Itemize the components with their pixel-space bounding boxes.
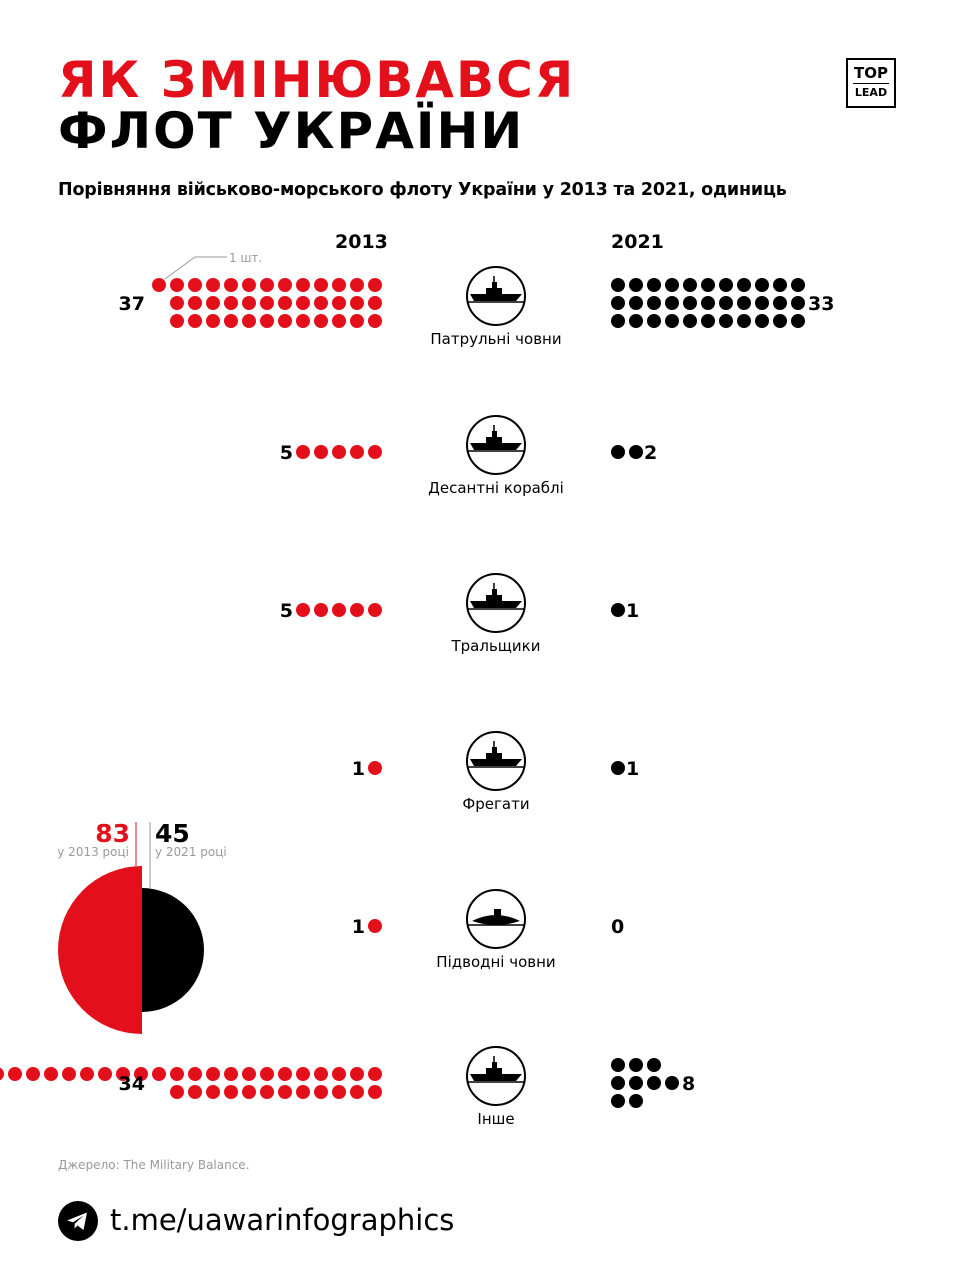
- dot-2013-1-0: [368, 445, 382, 459]
- dot-2021-0-20: [773, 296, 787, 310]
- dot-2013-5-6: [260, 1067, 274, 1081]
- dot-2013-2-1: [350, 603, 364, 617]
- logo-text-lead: LEAD: [854, 86, 888, 99]
- dot-2021-5-5: [647, 1076, 661, 1090]
- dot-2013-0-23: [170, 296, 184, 310]
- icon-hull-5: [470, 1074, 522, 1081]
- dot-2021-0-15: [683, 296, 697, 310]
- category-label-2: Тральщики: [451, 637, 541, 655]
- dot-2021-0-32: [791, 314, 805, 328]
- dot-2013-0-30: [260, 314, 274, 328]
- dot-2013-0-32: [224, 314, 238, 328]
- dot-2013-0-24: [368, 314, 382, 328]
- dot-2021-0-4: [683, 278, 697, 292]
- title-line-1: ЯК ЗМІНЮВАВСЯ: [58, 51, 576, 109]
- dot-2013-5-x5: [62, 1067, 76, 1081]
- dot-2013-0-2: [332, 278, 346, 292]
- dot-2021-5-6: [665, 1076, 679, 1090]
- dot-2013-5-21: [206, 1085, 220, 1099]
- column-header-2021: 2021: [611, 231, 664, 253]
- category-label-4: Підводні човни: [436, 953, 556, 971]
- dot-2021-0-3: [665, 278, 679, 292]
- dot-2013-5-7: [242, 1067, 256, 1081]
- dot-2013-1-2: [332, 445, 346, 459]
- dot-2013-2-0: [368, 603, 382, 617]
- dot-2021-0-27: [701, 314, 715, 328]
- dot-2013-5-13: [350, 1085, 364, 1099]
- dot-2013-5-17: [278, 1085, 292, 1099]
- dot-2013-0-5: [278, 278, 292, 292]
- dot-2013-2-3: [314, 603, 328, 617]
- dot-2013-0-15: [314, 296, 328, 310]
- dot-2021-0-2: [647, 278, 661, 292]
- dot-2021-5-8: [629, 1094, 643, 1108]
- icon-bridge-2: [492, 589, 497, 595]
- pie-value-2013: 83: [95, 819, 130, 848]
- dot-2013-0-18: [260, 296, 274, 310]
- icon-hull-3: [470, 759, 522, 766]
- icon-deck-0: [486, 288, 502, 294]
- icon-deck-2: [486, 595, 502, 601]
- dot-2013-5-x4: [80, 1067, 94, 1081]
- dot-2013-1-4: [296, 445, 310, 459]
- icon-bridge-0: [492, 282, 497, 288]
- value-2013-4: 1: [351, 916, 365, 938]
- dot-2013-0-26: [332, 314, 346, 328]
- pie-label-2021: у 2021 році: [155, 845, 227, 859]
- dot-2013-0-16: [296, 296, 310, 310]
- dot-2021-0-22: [611, 314, 625, 328]
- dot-2013-0-0: [368, 278, 382, 292]
- dot-2021-0-29: [737, 314, 751, 328]
- value-2013-1: 5: [279, 442, 293, 464]
- dot-2013-5-3: [314, 1067, 328, 1081]
- dot-2013-5-x8: [8, 1067, 22, 1081]
- value-2021-1: 2: [644, 442, 658, 464]
- category-label-5: Інше: [477, 1110, 515, 1128]
- dot-2013-2-4: [296, 603, 310, 617]
- dot-2013-0-35: [170, 314, 184, 328]
- dot-2021-0-31: [773, 314, 787, 328]
- dot-2021-0-11: [611, 296, 625, 310]
- dot-2021-2-0: [611, 603, 625, 617]
- source-note: Джерело: The Military Balance.: [58, 1158, 250, 1172]
- dot-2013-5-20: [224, 1085, 238, 1099]
- dot-2013-5-18: [260, 1085, 274, 1099]
- submarine-icon: [467, 890, 525, 948]
- dot-2013-0-25: [350, 314, 364, 328]
- dot-2013-5-23: [170, 1085, 184, 1099]
- dot-2013-2-2: [332, 603, 346, 617]
- unit-note: 1 шт.: [229, 251, 263, 265]
- dot-2021-0-23: [629, 314, 643, 328]
- dot-2013-0-19: [242, 296, 256, 310]
- dot-2013-5-1: [350, 1067, 364, 1081]
- dot-2013-1-1: [350, 445, 364, 459]
- unit-leader-line: [165, 257, 227, 279]
- dot-2021-0-24: [647, 314, 661, 328]
- value-2021-0: 33: [808, 293, 835, 315]
- dot-2013-0-22: [188, 296, 202, 310]
- dot-2013-5-5: [278, 1067, 292, 1081]
- dot-2021-5-4: [629, 1076, 643, 1090]
- telegram-channel-link[interactable]: t.me/uawarinfographics: [110, 1203, 455, 1237]
- dot-2013-4-0: [368, 919, 382, 933]
- dot-2013-0-8: [224, 278, 238, 292]
- dot-2013-5-0: [368, 1067, 382, 1081]
- dot-2021-0-9: [773, 278, 787, 292]
- dot-2013-0-10: [188, 278, 202, 292]
- dot-2013-5-x9: [0, 1067, 4, 1081]
- dot-2013-0-3: [314, 278, 328, 292]
- icon-hull-1: [470, 443, 522, 450]
- dot-2013-5-19: [242, 1085, 256, 1099]
- value-2013-5: 34: [118, 1073, 145, 1095]
- dot-2021-0-7: [737, 278, 751, 292]
- dot-2013-0-11: [170, 278, 184, 292]
- dot-2013-5-2: [332, 1067, 346, 1081]
- icon-hull-0: [470, 294, 522, 301]
- dot-2021-0-0: [611, 278, 625, 292]
- dot-2013-5-22: [188, 1085, 202, 1099]
- dot-2013-0-20: [224, 296, 238, 310]
- dot-2021-1-0: [611, 445, 625, 459]
- dot-2021-5-1: [629, 1058, 643, 1072]
- dot-2021-0-25: [665, 314, 679, 328]
- value-2021-3: 1: [626, 758, 640, 780]
- minesweeper-icon: [467, 574, 525, 632]
- dot-2013-5-11: [170, 1067, 184, 1081]
- dot-2013-0-14: [332, 296, 346, 310]
- dot-2021-0-19: [755, 296, 769, 310]
- dot-2021-5-2: [647, 1058, 661, 1072]
- dot-2013-0-21: [206, 296, 220, 310]
- dot-2013-1-3: [314, 445, 328, 459]
- value-2021-5: 8: [682, 1073, 696, 1095]
- dot-2013-0-31: [242, 314, 256, 328]
- dot-2013-0-34: [188, 314, 202, 328]
- dot-2021-5-3: [611, 1076, 625, 1090]
- dot-2013-0-13: [350, 296, 364, 310]
- icon-bridge-5: [492, 1062, 497, 1068]
- dot-2013-5-12: [368, 1085, 382, 1099]
- dot-2013-5-15: [314, 1085, 328, 1099]
- dot-2013-5-x6: [44, 1067, 58, 1081]
- dot-2013-5-8: [224, 1067, 238, 1081]
- dot-2021-5-7: [611, 1094, 625, 1108]
- dot-2013-3-0: [368, 761, 382, 775]
- dot-2021-0-28: [719, 314, 733, 328]
- icon-tower-4: [494, 909, 501, 916]
- icon-deck-1: [486, 437, 502, 443]
- pie-value-2021: 45: [155, 819, 190, 848]
- landing-ship-icon: [467, 416, 525, 474]
- icon-bridge-3: [492, 747, 497, 753]
- pie-slice-2021: [142, 888, 204, 1012]
- dot-2021-0-21: [791, 296, 805, 310]
- icon-deck-5: [486, 1068, 502, 1074]
- dot-2021-0-30: [755, 314, 769, 328]
- category-label-1: Десантні кораблі: [428, 479, 564, 497]
- dot-2013-5-x0: [152, 1067, 166, 1081]
- dot-2013-0-12: [368, 296, 382, 310]
- icon-hull-2: [470, 601, 522, 608]
- value-2021-2: 1: [626, 600, 640, 622]
- category-label-3: Фрегати: [462, 795, 530, 813]
- dot-2021-0-13: [647, 296, 661, 310]
- dot-2013-5-x3: [98, 1067, 112, 1081]
- frigate-icon: [467, 732, 525, 790]
- column-header-2013: 2013: [335, 231, 388, 253]
- dot-2013-0-9: [206, 278, 220, 292]
- dot-2013-0-7: [242, 278, 256, 292]
- dot-2013-0-27: [314, 314, 328, 328]
- pie-label-2013: у 2013 році: [57, 845, 129, 859]
- dot-2013-0-1: [350, 278, 364, 292]
- dot-2013-5-16: [296, 1085, 310, 1099]
- dot-2013-5-10: [188, 1067, 202, 1081]
- dot-2021-0-6: [719, 278, 733, 292]
- value-2021-4: 0: [611, 916, 625, 938]
- icon-deck-3: [486, 753, 502, 759]
- dot-2021-0-26: [683, 314, 697, 328]
- dot-2021-0-10: [791, 278, 805, 292]
- dot-2013-0-4: [296, 278, 310, 292]
- dot-2021-3-0: [611, 761, 625, 775]
- telegram-icon[interactable]: [58, 1201, 98, 1241]
- dot-2013-5-9: [206, 1067, 220, 1081]
- dot-2013-5-4: [296, 1067, 310, 1081]
- dot-2021-0-16: [701, 296, 715, 310]
- value-2013-3: 1: [351, 758, 365, 780]
- logo-text-top: TOP: [854, 64, 888, 82]
- dot-2013-0-x0: [152, 278, 166, 292]
- patrol-boat-icon: [467, 267, 525, 325]
- dot-2013-0-6: [260, 278, 274, 292]
- dot-2021-0-5: [701, 278, 715, 292]
- icon-bridge-1: [492, 431, 497, 437]
- chart-subtitle: Порівняння військово-морського флоту України у 2013 та 2021, одиниць: [58, 180, 787, 200]
- category-label-0: Патрульні човни: [430, 330, 562, 348]
- dot-2021-0-18: [737, 296, 751, 310]
- dot-2013-0-17: [278, 296, 292, 310]
- dot-2021-0-14: [665, 296, 679, 310]
- dot-2021-5-0: [611, 1058, 625, 1072]
- dot-2013-5-x7: [26, 1067, 40, 1081]
- dot-2013-0-29: [278, 314, 292, 328]
- dot-2021-0-12: [629, 296, 643, 310]
- dot-2013-5-14: [332, 1085, 346, 1099]
- dot-2021-1-1: [629, 445, 643, 459]
- dot-2013-0-33: [206, 314, 220, 328]
- pie-slice-2013: [58, 866, 142, 1034]
- dot-2013-0-28: [296, 314, 310, 328]
- value-2013-2: 5: [279, 600, 293, 622]
- dot-2021-0-17: [719, 296, 733, 310]
- dot-2021-0-1: [629, 278, 643, 292]
- dot-2021-0-8: [755, 278, 769, 292]
- title-line-2: ФЛОТ УКРАЇНИ: [58, 102, 525, 160]
- other-vessel-icon: [467, 1047, 525, 1105]
- value-2013-0: 37: [118, 293, 145, 315]
